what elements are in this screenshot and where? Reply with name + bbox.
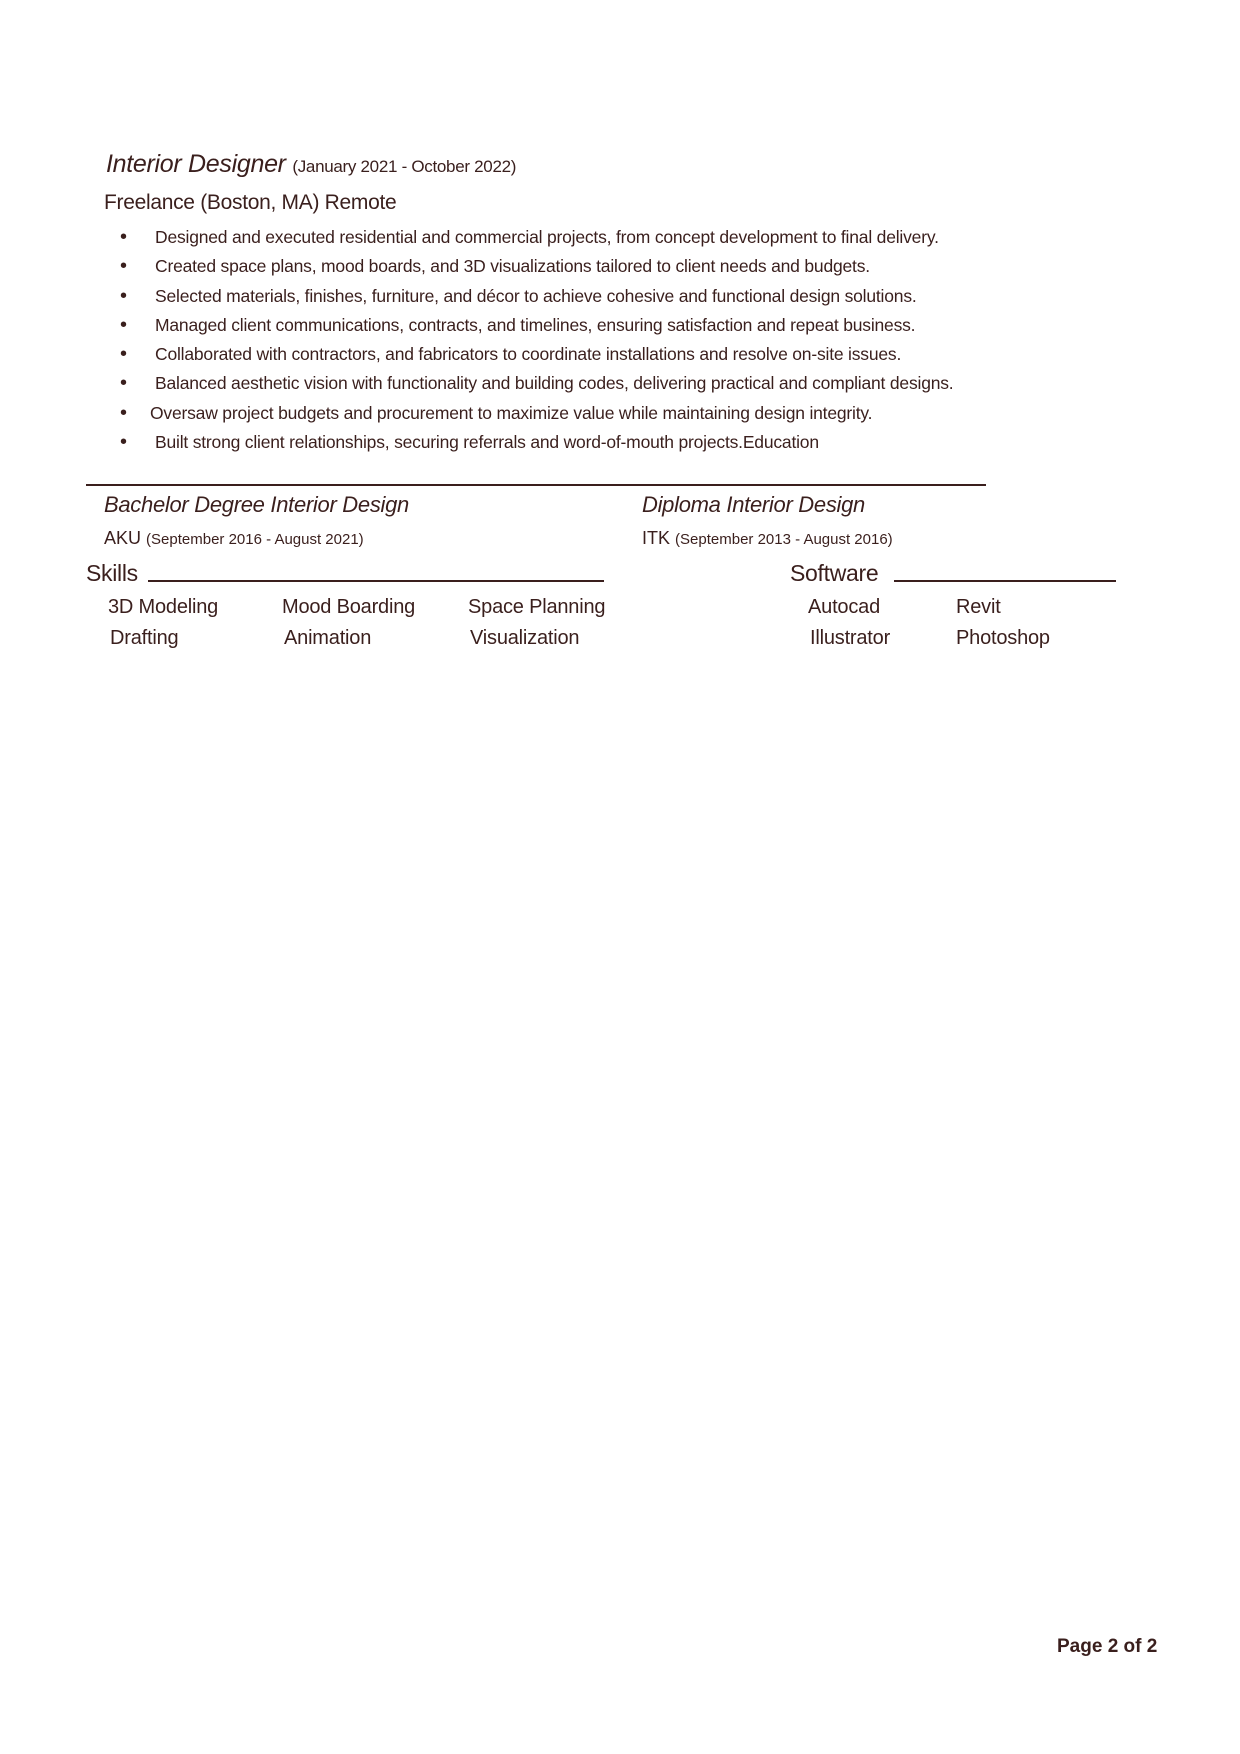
skill-item: Drafting (110, 627, 179, 649)
software-item: Revit (956, 596, 1001, 618)
job-title (106, 150, 516, 179)
responsibility-item: • Collaborated with contractors, and fabricators to coordinate installations and resolve on-site issues. (120, 340, 1120, 369)
software-divider (894, 580, 1116, 582)
software-item: Photoshop (956, 627, 1050, 649)
page-number: Page 2 of 2 (1057, 1636, 1158, 1657)
responsibility-item: • Managed client communications, contracts, and timelines, ensuring satisfaction and repeat business. (120, 311, 1120, 340)
education-dates: (September 2013 - August 2016) (675, 531, 893, 548)
institution-name: AKU (104, 528, 142, 548)
skill-item: Mood Boarding (282, 596, 416, 618)
institution-name: ITK (642, 528, 671, 548)
job-title-text: Interior Designer (106, 150, 286, 178)
company-line: Freelance (Boston, MA) Remote (104, 191, 397, 214)
responsibility-item: • Selected materials, finishes, furniture, and décor to achieve cohesive and functional design solutions. (120, 282, 1120, 311)
education-divider (86, 484, 986, 486)
skill-item: Animation (284, 627, 372, 649)
responsibility-item: • Designed and executed residential and commercial projects, from concept development to final delivery. (120, 223, 1120, 252)
education-institution-2 (642, 528, 893, 549)
skill-item: Visualization (470, 627, 580, 649)
responsibility-item: • Balanced aesthetic vision with functionality and building codes, delivering practical and compliant designs. (120, 369, 1120, 398)
software-item: Autocad (808, 596, 880, 618)
education-institution-1 (104, 528, 364, 549)
education-dates: (September 2016 - August 2021) (146, 531, 364, 548)
responsibility-item: • Built strong client relationships, securing referrals and word-of-mouth projects.Education (120, 428, 1120, 457)
software-heading: Software (790, 560, 879, 586)
education-degree-1: Bachelor Degree Interior Design (104, 492, 409, 517)
skill-item: Space Planning (468, 596, 606, 618)
software-item: Illustrator (810, 627, 891, 649)
responsibility-item: • Oversaw project budgets and procurement to maximize value while maintaining design integrity. (120, 399, 1120, 428)
skills-heading: Skills (86, 560, 138, 586)
skills-divider (148, 580, 604, 582)
job-dates: (January 2021 - October 2022) (292, 157, 517, 176)
responsibility-item: • Created space plans, mood boards, and 3D visualizations tailored to client needs and budgets. (120, 252, 1120, 281)
skill-item: 3D Modeling (108, 596, 219, 618)
education-degree-2: Diploma Interior Design (642, 492, 865, 517)
responsibility-list (120, 223, 1120, 457)
